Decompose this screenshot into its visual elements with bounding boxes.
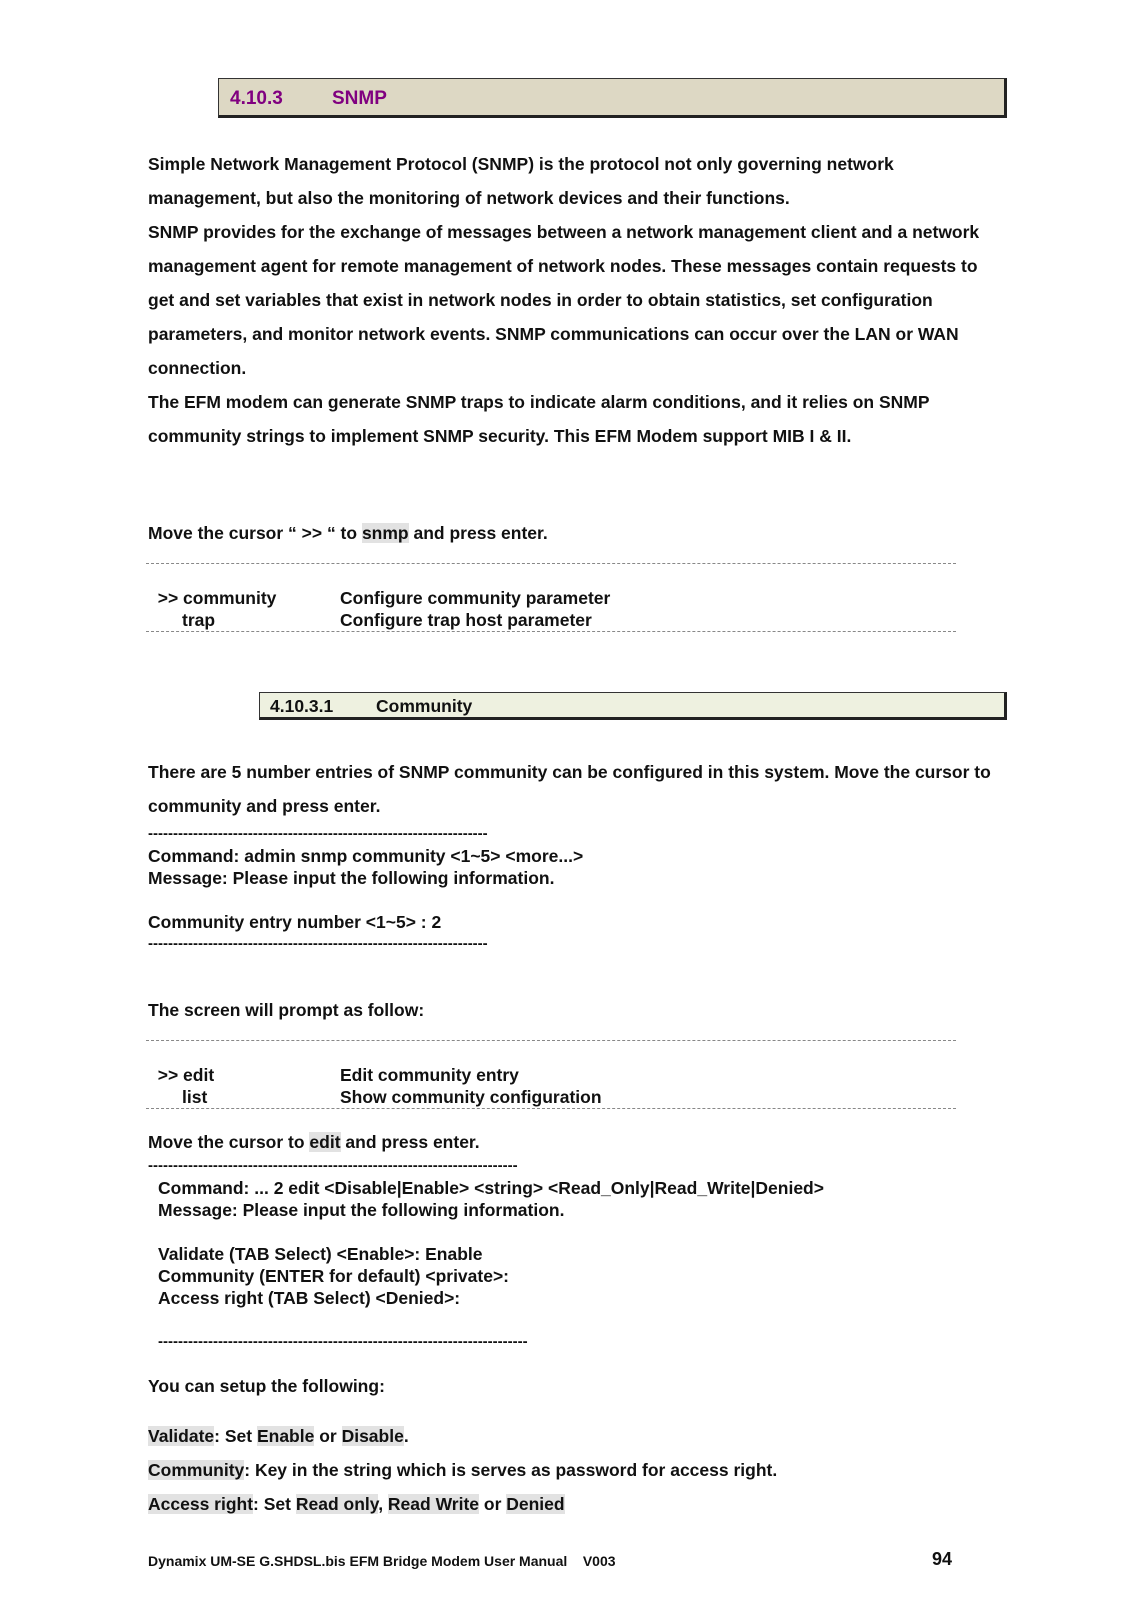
page-number: 94 [932,1549,953,1569]
menu-item-community: >> community Configure community parameter [157,588,611,608]
divider [146,563,956,564]
highlight-edit: edit [309,1132,341,1152]
footer-text: Dynamix UM-SE G.SHDSL.bis EFM Bridge Modem User Manual V003 [148,1553,616,1569]
instruction-edit: Move the cursor to edit and press enter. [148,1132,480,1152]
terminal-access: Access right (TAB Select) <Denied>: [158,1288,461,1308]
section-heading [218,78,1007,118]
terminal-message: Message: Please input the following information. [158,1200,565,1220]
terminal-validate: Validate (TAB Select) <Enable>: Enable [158,1244,483,1264]
terminal-separator: -------------------------------------------------------------------------- [158,1333,528,1350]
terminal-community: Community (ENTER for default) <private>: [158,1266,510,1286]
menu-item-trap: trap Configure trap host parameter [157,610,592,630]
intro-paragraph-2: SNMP provides for the exchange of messages between a network management client and a network management agent for remote management of network nodes. These messages contain requests to get and set variables that exist in network nodes in order to obtain statistics, set configuration parameters, and monitor network events. SNMP communications can occur over the LAN or WAN connection. [148,222,980,378]
divider [146,1040,956,1041]
terminal-separator: -------------------------------------------------------------------------- [148,1157,518,1174]
terminal-command: Command: ... 2 edit <Disable|Enable> <string> <Read_Only|Read_Write|Denied> [158,1178,824,1198]
setup-text: You can setup the following: [148,1376,385,1396]
definition-access-right: Access right: Set Read only, Read Write or Denied [148,1494,565,1514]
subsection-title: Community [376,696,473,716]
subsection-number: 4.10.3.1 [270,696,334,716]
terminal-message: Message: Please input the following information. [148,868,555,888]
definition-community: Community: Key in the string which is serves as password for access right. [148,1460,778,1480]
intro-paragraph-1: Simple Network Management Protocol (SNMP) is the protocol not only governing network management, but also the monitoring of network devices and their functions. [148,154,894,208]
subsection-heading [259,692,1007,720]
divider [146,631,956,632]
instruction-snmp: Move the cursor “ >> “ to snmp and press enter. [148,523,548,543]
highlight-snmp: snmp [361,523,409,543]
terminal-entry: Community entry number <1~5> : 2 [148,912,442,932]
section-title: SNMP [332,88,387,109]
menu-item-list: list Show community configuration [157,1087,602,1107]
prompt-text: The screen will prompt as follow: [148,1000,425,1020]
terminal-separator: -------------------------------------------------------------------- [148,935,488,952]
section-number: 4.10.3 [230,88,283,109]
definition-validate: Validate: Set Enable or Disable. [148,1426,409,1446]
menu-item-edit: >> edit Edit community entry [157,1065,519,1085]
community-intro: There are 5 number entries of SNMP community can be configured in this system. Move the cursor to community and press enter. [148,762,991,816]
terminal-separator: -------------------------------------------------------------------- [148,825,488,842]
terminal-command: Command: admin snmp community <1~5> <more...> [148,846,584,866]
intro-paragraph-3: The EFM modem can generate SNMP traps to indicate alarm conditions, and it relies on SNMP community strings to implement SNMP security. This EFM Modem support MIB I & II. [148,392,930,446]
divider [146,1108,956,1109]
